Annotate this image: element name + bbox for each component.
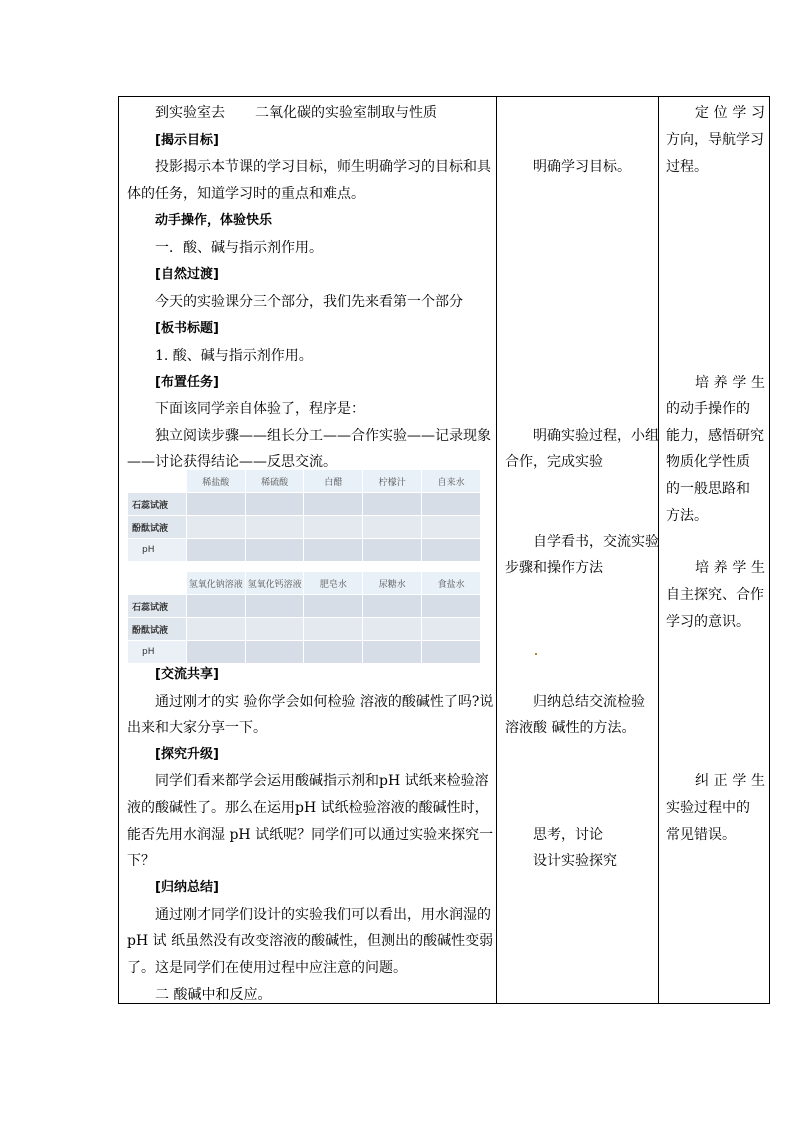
- table-header-row: [128, 470, 481, 493]
- table-header: 白醋: [304, 470, 363, 493]
- row-label: 石蕊试液: [128, 595, 187, 618]
- intent-1-line2: 方向，导航学习: [666, 132, 764, 148]
- student-activity-3-line2: 步骤和操作方法: [505, 560, 603, 576]
- row-label: 酚酞试液: [128, 618, 187, 641]
- table-cell: [245, 516, 304, 539]
- goals-text-1: 投影揭示本节课的学习目标，师生明确学习的目标和具: [155, 159, 491, 175]
- table-row: [128, 539, 481, 562]
- explore-text-4: 下？: [127, 853, 155, 869]
- intent-4-line1: 纠正学生: [695, 773, 765, 789]
- intent-2-line6: 方法。: [666, 508, 708, 524]
- share-text-1: 通过刚才的实 验你学会如何检验 溶液的酸碱性了吗?说: [155, 694, 494, 710]
- intent-3-line3: 学习的意识。: [666, 614, 750, 630]
- table-cell: [245, 539, 304, 562]
- section-title-summary: [归纳总结]: [155, 880, 219, 895]
- table-cell: [304, 618, 363, 641]
- student-activity-4-line2: 溶液酸 碱性的方法。: [505, 720, 636, 736]
- row-label: pH: [128, 539, 187, 562]
- student-activity-5-line2: 设计实验探究: [533, 853, 617, 869]
- table-cell: [422, 641, 481, 664]
- section-title-share: [交流共享]: [155, 667, 219, 682]
- intent-4-line2: 实验过程中的: [666, 800, 750, 816]
- table-cell: [363, 516, 422, 539]
- table-cell: [186, 516, 245, 539]
- table-cell: [304, 516, 363, 539]
- row-label: 石蕊试液: [128, 493, 187, 516]
- intent-4-line3: 常见错误。: [666, 827, 736, 843]
- section-title-hands-on: 动手操作，体验快乐: [155, 213, 273, 228]
- share-text-2: 出来和大家分享一下。: [127, 720, 267, 736]
- explore-text-3: 能否先用水润湿 pH 试纸呢？同学们可以通过实验来探究一: [127, 827, 494, 843]
- student-activity-4-line1: 归纳总结交流检验: [533, 694, 645, 710]
- table-row: [128, 595, 481, 618]
- hands-on-text: 一．酸、碱与指示剂作用。: [155, 240, 323, 256]
- task-text-2: 独立阅读步骤——组长分工——合作实验——记录现象: [155, 428, 491, 444]
- table-header: 食盐水: [422, 572, 481, 595]
- table-cell: [304, 595, 363, 618]
- base-experiment-table: [127, 571, 481, 664]
- table-corner: [128, 470, 187, 493]
- table-header: 自来水: [422, 470, 481, 493]
- table-cell: [363, 493, 422, 516]
- task-text-3: ——讨论获得结论——反思交流。: [127, 454, 337, 470]
- table-header: 稀硫酸: [245, 470, 304, 493]
- section-title-task: [布置任务]: [155, 375, 219, 390]
- table-cell: [186, 539, 245, 562]
- intent-3-line2: 自主探究、合作: [666, 587, 764, 603]
- intent-1-line1: 定位学习: [695, 105, 765, 121]
- table-corner: [128, 572, 187, 595]
- table-cell: [304, 641, 363, 664]
- section-title-explore: [探究升级]: [155, 747, 219, 762]
- teacher-activity-column: [119, 97, 497, 1003]
- table-cell: [186, 493, 245, 516]
- row-label: pH: [128, 641, 187, 664]
- table-row: [128, 516, 481, 539]
- intent-2-line4: 物质化学性质: [666, 454, 750, 470]
- section-title-goals: [揭示目标]: [155, 133, 219, 148]
- table-cell: [245, 493, 304, 516]
- task-text-1: 下面该同学亲自体验了，程序是：: [155, 401, 365, 417]
- table-cell: [363, 618, 422, 641]
- table-cell: [245, 618, 304, 641]
- board-text: 1. 酸、碱与指示剂作用。: [155, 348, 313, 364]
- table-cell: [363, 641, 422, 664]
- table-row: [128, 641, 481, 664]
- table-cell: [304, 493, 363, 516]
- table-cell: [304, 539, 363, 562]
- table-row: [128, 493, 481, 516]
- transition-text: 今天的实验课分三个部分，我们先来看第一个部分: [155, 294, 463, 310]
- intent-2-line3: 能力，感悟研究: [666, 428, 764, 444]
- row-label: 酚酞试液: [128, 516, 187, 539]
- student-activity-column: [497, 97, 659, 1003]
- intent-2-line1: 培养学生: [695, 375, 765, 391]
- table-cell: [245, 595, 304, 618]
- goals-text-2: 体的任务，知道学习时的重点和难点。: [127, 186, 365, 202]
- intent-3-line1: 培养学生: [695, 560, 765, 576]
- student-activity-3-line1: 自学看书，交流实验: [533, 534, 659, 550]
- table-header-row: [128, 572, 481, 595]
- intent-2-line5: 的一般思路和: [666, 481, 750, 497]
- student-activity-1: 明确学习目标。: [533, 159, 631, 175]
- summary-text-2: pH 试 纸虽然没有改变溶液的酸碱性，但测出的酸碱性变弱: [127, 933, 494, 949]
- table-header: 氢氧化钙溶液: [245, 572, 304, 595]
- summary-text-1: 通过刚才同学们设计的实验我们可以看出，用水润湿的: [155, 907, 491, 923]
- table-cell: [186, 641, 245, 664]
- intent-2-line2: 的动手操作的: [666, 401, 750, 417]
- table-cell: [422, 516, 481, 539]
- explore-text-2: 液的酸碱性了。那么在运用pH 试纸检验溶液的酸碱性时，: [127, 800, 489, 816]
- table-cell: [422, 539, 481, 562]
- table-cell: [422, 595, 481, 618]
- table-header: 氢氧化钠溶液: [186, 572, 245, 595]
- lesson-plan-table: [118, 96, 770, 1004]
- table-cell: [363, 595, 422, 618]
- explore-text-1: 同学们看来都学会运用酸碱指示剂和pH 试纸来检验溶: [155, 773, 489, 789]
- section-title-board: [板书标题]: [155, 321, 219, 336]
- table-cell: [422, 493, 481, 516]
- intent-1-line3: 过程。: [666, 159, 708, 175]
- design-intent-column: [659, 97, 769, 1003]
- summary-text-3: 了。这是同学们在使用过程中应注意的问题。: [127, 960, 407, 976]
- table-header: 稀盐酸: [186, 470, 245, 493]
- table-row: [128, 618, 481, 641]
- table-header: 肥皂水: [304, 572, 363, 595]
- section-title-transition: [自然过渡]: [155, 267, 219, 282]
- acid-experiment-table: [127, 469, 481, 562]
- student-activity-5-line1: 思考，讨论: [533, 827, 603, 843]
- student-activity-2-line1: 明确实验过程，小组: [533, 428, 659, 444]
- table-cell: [186, 595, 245, 618]
- table-header: 尿糖水: [363, 572, 422, 595]
- table-cell: [245, 641, 304, 664]
- table-cell: [422, 618, 481, 641]
- table-cell: [363, 539, 422, 562]
- student-activity-2-line2: 合作，完成实验: [505, 454, 603, 470]
- lesson-title: 到实验室去 二氧化碳的实验室制取与性质: [155, 105, 437, 121]
- stray-mark: [535, 653, 537, 655]
- table-header: 柠檬汁: [363, 470, 422, 493]
- table-cell: [186, 618, 245, 641]
- neutralization-text: 二 酸碱中和反应。: [155, 987, 272, 1003]
